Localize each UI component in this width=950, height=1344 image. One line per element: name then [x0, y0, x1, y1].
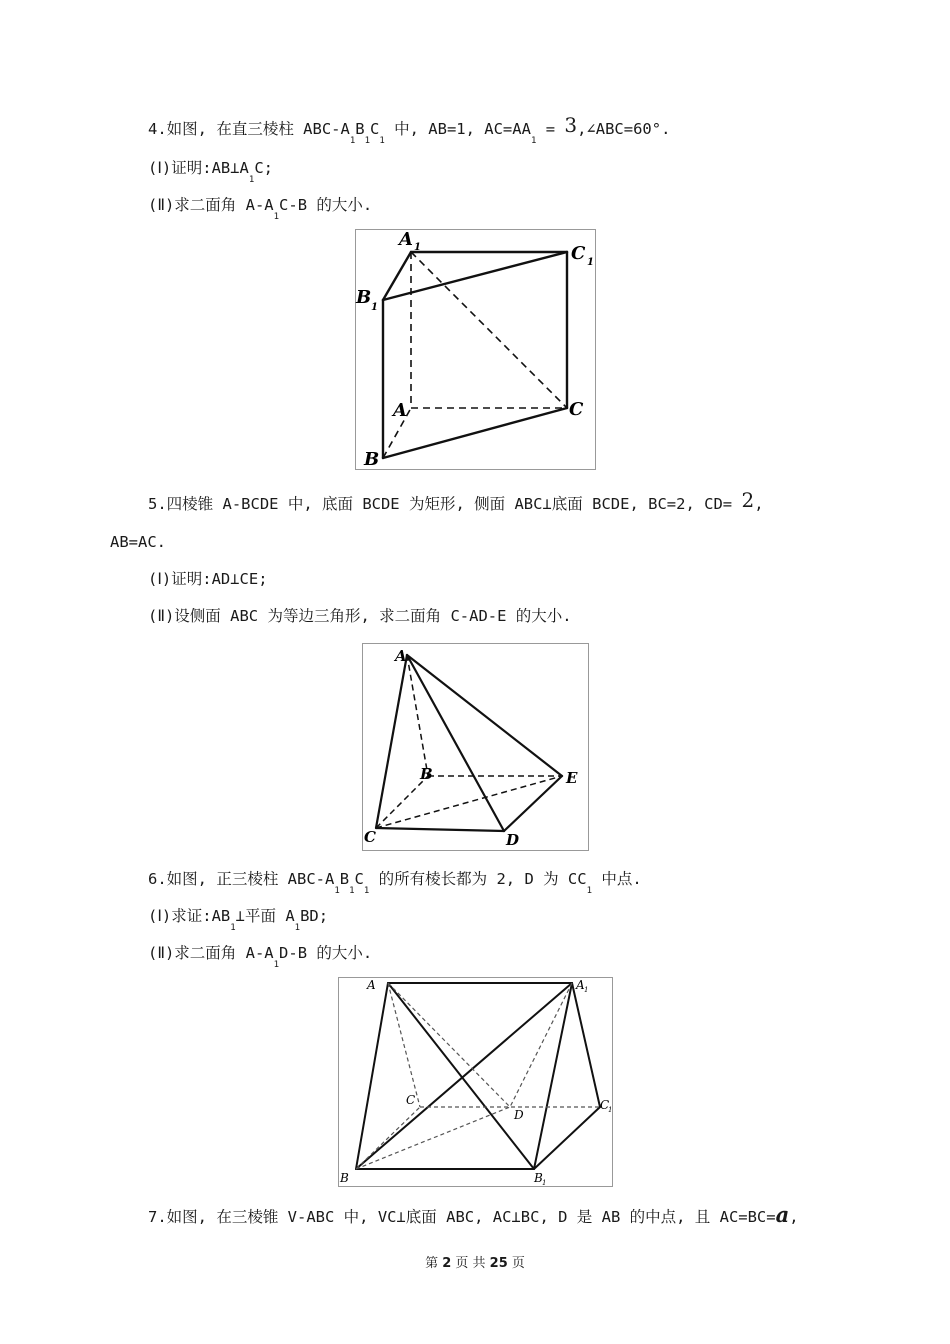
label-B1-sub: 1	[371, 302, 378, 313]
label-A1-sub: 1	[584, 986, 589, 994]
problem4-part2: (Ⅱ)求二面角 $A-A_1C-B$ 的大小.	[148, 196, 373, 222]
problem4-figure	[355, 229, 597, 471]
label-C1: C	[571, 243, 586, 264]
page-number: 2	[442, 1256, 452, 1271]
label-B1: B	[534, 1171, 543, 1185]
label-C1-sub: 1	[587, 257, 594, 268]
problem5-part1: (Ⅰ)证明:AD⊥CE;	[148, 570, 268, 588]
problem5-stem: 5.四棱锥 A-BCDE 中, 底面 BCDE 为矩形, 侧面 ABC⊥底面 BCDE, BC=2, CD= 2,	[148, 488, 764, 513]
problem6-figure	[338, 977, 614, 1188]
label-C: C	[569, 399, 584, 420]
label-B1-sub: 1	[542, 1179, 547, 1187]
problem5-figure	[362, 643, 589, 851]
label-E: E	[566, 769, 578, 787]
label-B: B	[420, 765, 433, 783]
label-A: A	[367, 978, 376, 992]
label-B: B	[364, 449, 380, 470]
label-C1-sub: 1	[608, 1106, 613, 1114]
label-C1: C	[600, 1098, 610, 1112]
problem6-part2: (Ⅱ)求二面角 $A-A_1D-B$ 的大小.	[148, 944, 373, 970]
label-A1: A	[576, 978, 585, 992]
problem5-stem-line2: AB=AC.	[110, 533, 166, 551]
label-D: D	[514, 1108, 524, 1122]
label-A1: A	[399, 229, 413, 250]
problem6-part1: (Ⅰ)求证$:AB_1\perp$平面 $A_1BD$;	[148, 907, 329, 933]
label-A: A	[393, 400, 407, 421]
label-D: D	[506, 831, 520, 849]
label-A: A	[395, 647, 407, 665]
label-A1-sub: 1	[414, 242, 421, 253]
page-footer: 第 2 页 共 25 页	[425, 1256, 525, 1271]
problem4-stem: 4.如图, 在直三棱柱 ABC-$A_1B_1C_1$ 中, AB=1, $AC=AA_1$ = 3,∠ABC=60°.	[148, 113, 671, 146]
problem4-part1: (Ⅰ)证明$:AB\perp A_1C$;	[148, 159, 273, 185]
problem7-stem: 7.如图, 在三棱锥 V-ABC 中, VC⊥底面 ABC, AC⊥BC, D 是 AB 的中点, 且 AC=BC=a,	[148, 1202, 799, 1227]
label-C: C	[406, 1093, 416, 1107]
label-B: B	[340, 1171, 349, 1185]
problem6-stem: 6.如图, 正三棱柱 ABC-$A_1B_1C_1$ 的所有棱长都为 2, D 为 $CC_1$ 中点.	[148, 870, 642, 896]
label-B1: B	[356, 287, 372, 308]
label-C: C	[364, 828, 376, 846]
problem5-part2: (Ⅱ)设侧面 ABC 为等边三角形, 求二面角 C-AD-E 的大小.	[148, 607, 572, 625]
page-total: 25	[489, 1256, 508, 1271]
